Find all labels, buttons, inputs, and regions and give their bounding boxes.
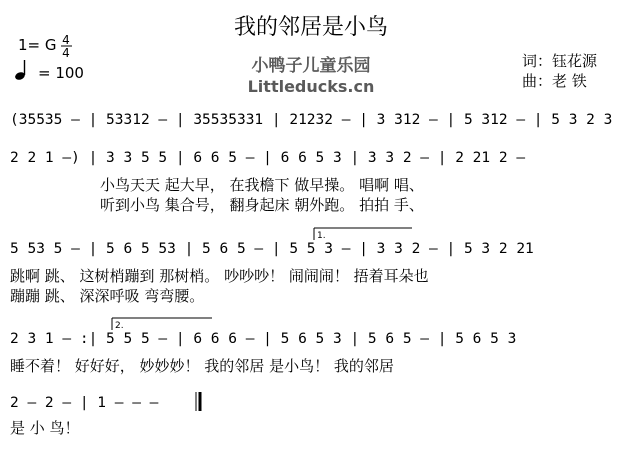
lyrics-verse-1: 跳啊 跳、 这树梢蹦到 那树梢。 吵吵吵！ 闹闹闹！ 捂着耳朵也 — [10, 267, 429, 285]
watermark-english: Littleducks.cn — [247, 77, 375, 96]
lyrics-verse-1: 是 小 鸟！ — [10, 419, 80, 437]
time-signature-top: 4 — [62, 33, 70, 47]
key-signature: 1= G — [18, 36, 57, 54]
staff-row-2 — [10, 150, 525, 214]
notation-line: 2 – 2 – | 1 – – – — [10, 395, 159, 411]
notation-line: 5 53 5 – | 5 6 5 53 | 5 6 5 – | 5 5 3 – | 3 3 2 – | 5 3 2 21 — [10, 241, 534, 257]
composer: 曲：老 铁 — [522, 72, 587, 90]
lyrics-verse-2: 听到小鸟 集合号， 翻身起床 朝外跑。 拍拍 手、 — [100, 196, 424, 214]
notation-line: 2 2 1 –) | 3 3 5 5 | 6 6 5 – | 6 6 5 3 | 3 3 2 – | 2 21 2 – — [10, 150, 526, 166]
staff-row-5 — [10, 392, 200, 437]
watermark-chinese: 小鸭子儿童乐园 — [251, 56, 371, 76]
staff-row-1 — [10, 112, 612, 128]
lyrics-verse-1: 睡不着！ 好好好， 妙妙妙！ 我的邻居 是小鸟！ 我的邻居 — [10, 357, 394, 375]
staff-row-4 — [10, 318, 516, 375]
quarter-note-icon — [14, 60, 26, 81]
lyricist: 词：钰花源 — [522, 52, 598, 70]
tempo-mark: = 100 — [38, 64, 84, 82]
time-signature-bottom: 4 — [62, 46, 70, 60]
notation-line: 2 3 1 – :| 5 5 5 – | 6 6 6 – | 5 6 5 3 | 5 6 5 – | 5 6 5 3 — [10, 331, 517, 347]
notation-line: (35535 – | 53312 – | 35535331 | 21232 – | 3 312 – | 5 312 – | 5 3 2 3 — [10, 112, 613, 128]
lyrics-verse-2: 蹦蹦 跳、 深深呼吸 弯弯腰。 — [10, 287, 205, 305]
lyrics-verse-1: 小鸟天天 起大早， 在我檐下 做早操。 唱啊 唱、 — [100, 176, 424, 194]
song-title: 我的邻居是小鸟 — [233, 15, 389, 40]
volta-label-1: 1. — [317, 231, 326, 241]
volta-label-2: 2. — [115, 321, 124, 331]
staff-row-3 — [10, 228, 534, 305]
